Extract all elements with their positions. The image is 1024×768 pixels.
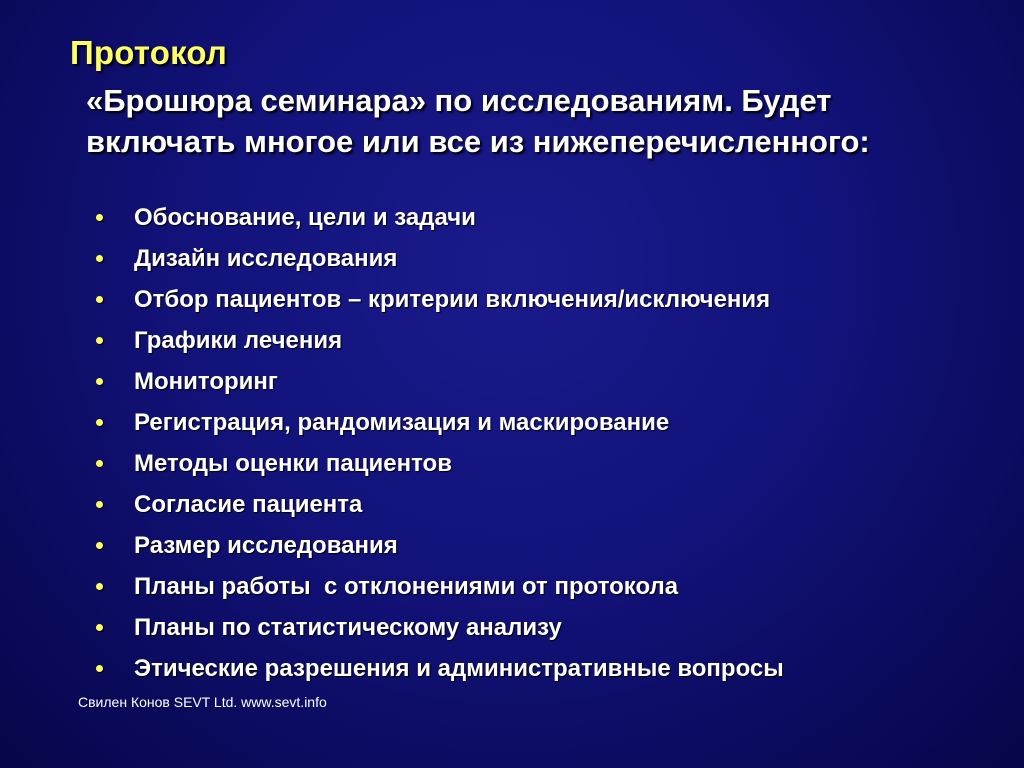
bullet-item (96, 443, 784, 484)
bullet-item (96, 238, 784, 279)
bullet-dot-icon (96, 583, 103, 590)
bullet-item (96, 484, 784, 525)
bullet-dot-icon (96, 337, 103, 344)
bullet-text: Мониторинг (134, 367, 278, 395)
footer-credit: Свилен Конов SEVT Ltd. www.sevt.info (78, 694, 327, 710)
bullet-list (96, 197, 784, 689)
bullet-text: Дизайн исследования (134, 244, 398, 272)
bullet-text: Отбор пациентов – критерии включения/исключения (134, 285, 771, 313)
bullet-item (96, 279, 784, 320)
bullet-item (96, 320, 784, 361)
bullet-text: Графики лечения (134, 326, 343, 354)
bullet-item (96, 566, 784, 607)
bullet-dot-icon (96, 214, 103, 221)
bullet-item (96, 197, 784, 238)
bullet-text: Планы работы с отклонениями от протокола (134, 572, 679, 600)
bullet-dot-icon (96, 542, 103, 549)
bullet-dot-icon (96, 419, 103, 426)
bullet-dot-icon (96, 255, 103, 262)
bullet-item (96, 402, 784, 443)
bullet-dot-icon (96, 378, 103, 385)
bullet-item (96, 607, 784, 648)
bullet-dot-icon (96, 665, 103, 672)
intro-text: «Брошюра семинара» по исследованиям. Будет включать многое или все из нижеперечисленного: (86, 83, 870, 159)
bullet-dot-icon (96, 501, 103, 508)
bullet-item (96, 361, 784, 402)
slide-title: Протокол (70, 34, 228, 71)
bullet-text: Этические разрешения и административные вопросы (134, 654, 784, 682)
bullet-text: Размер исследования (134, 531, 398, 559)
bullet-dot-icon (96, 460, 103, 467)
bullet-item (96, 648, 784, 689)
bullet-dot-icon (96, 296, 103, 303)
bullet-item (96, 525, 784, 566)
bullet-text: Обоснование, цели и задачи (134, 203, 476, 231)
bullet-dot-icon (96, 624, 103, 631)
bullet-text: Согласие пациента (134, 490, 363, 518)
bullet-text: Регистрация, рандомизация и маскирование (134, 408, 670, 436)
bullet-text: Методы оценки пациентов (134, 449, 452, 477)
bullet-text: Планы по статистическому анализу (134, 613, 562, 641)
